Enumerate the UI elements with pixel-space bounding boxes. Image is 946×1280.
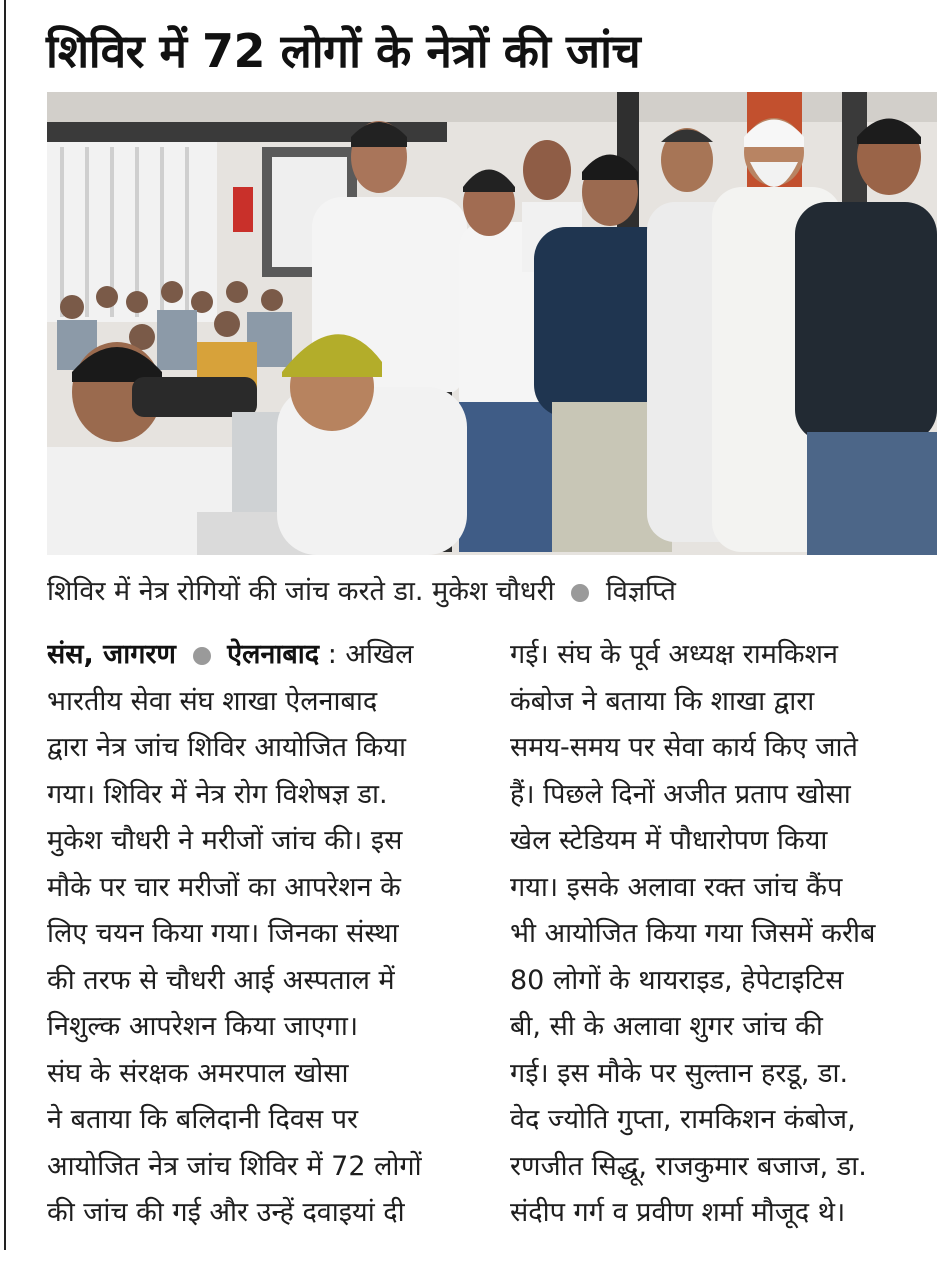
- article-line: भी आयोजित किया गया जिसमें करीब: [510, 918, 876, 949]
- caption-text: शिविर में नेत्र रोगियों की जांच करते डा. मुकेश चौधरी: [47, 576, 555, 607]
- article-first-line: [47, 632, 477, 679]
- article-line: की जांच की गई और उन्हें दवाइयां दी: [47, 1197, 405, 1228]
- article-line: भारतीय सेवा संघ शाखा ऐलनाबाद: [47, 685, 378, 717]
- article-line: वेद ज्योति गुप्ता, रामकिशन कंबोज,: [510, 1104, 856, 1135]
- article-line: की तरफ से चौधरी आई अस्पताल में: [47, 964, 395, 996]
- dateline-place: ऐलनाबाद: [227, 639, 320, 670]
- article-line: आयोजित नेत्र जांच शिविर में 72 लोगों: [47, 1150, 422, 1182]
- caption-credit: विज्ञप्ति: [605, 576, 676, 607]
- dateline-bullet-icon: [193, 647, 211, 665]
- article-line: मुकेश चौधरी ने मरीजों जांच की। इस: [47, 825, 403, 856]
- article-line: गया। शिविर में नेत्र रोग विशेषज्ञ डा.: [47, 778, 388, 810]
- article-first-text: : अखिल: [327, 639, 414, 670]
- photo-caption: [47, 572, 937, 612]
- article-line: संघ के संरक्षक अमरपाल खोसा: [47, 1057, 349, 1089]
- article-line: संदीप गर्ग व प्रवीण शर्मा मौजूद थे।: [510, 1197, 846, 1228]
- article-line: 80 लोगों के थायराइड, हेपेटाइटिस: [510, 964, 844, 996]
- article-column-left: [47, 632, 477, 1237]
- article-line: कंबोज ने बताया कि शाखा द्वारा: [510, 685, 815, 717]
- article-line: गई। संघ के पूर्व अध्यक्ष रामकिशन: [510, 639, 838, 670]
- dateline-source: संस, जागरण: [47, 639, 176, 670]
- headline: शिविर में 72 लोगों के नेत्रों की जांच: [46, 24, 641, 78]
- article-line: रणजीत सिद्धू, राजकुमार बजाज, डा.: [510, 1150, 867, 1182]
- article-line: मौके पर चार मरीजों का आपरेशन के: [47, 871, 401, 903]
- article-line: लिए चयन किया गया। जिनका संस्था: [47, 918, 399, 949]
- article-line: बी, सी के अलावा शुगर जांच की: [510, 1011, 823, 1042]
- column-rule: [4, 0, 6, 1250]
- article-line: खेल स्टेडियम में पौधारोपण किया: [510, 825, 828, 856]
- article-line: द्वारा नेत्र जांच शिविर आयोजित किया: [47, 732, 406, 763]
- article-column-right: [510, 632, 940, 1237]
- caption-bullet-icon: [571, 584, 589, 602]
- article-line: हैं। पिछले दिनों अजीत प्रताप खोसा: [510, 778, 851, 810]
- article-line: गया। इसके अलावा रक्त जांच कैंप: [510, 871, 843, 903]
- article-line: निशुल्क आपरेशन किया जाएगा।: [47, 1011, 359, 1042]
- article-line: ने बताया कि बलिदानी दिवस पर: [47, 1104, 359, 1135]
- article-line: गई। इस मौके पर सुल्तान हरडू, डा.: [510, 1057, 849, 1089]
- article-line: समय-समय पर सेवा कार्य किए जाते: [510, 732, 858, 763]
- news-photo: [47, 92, 937, 555]
- group-photo-icon: [47, 92, 937, 555]
